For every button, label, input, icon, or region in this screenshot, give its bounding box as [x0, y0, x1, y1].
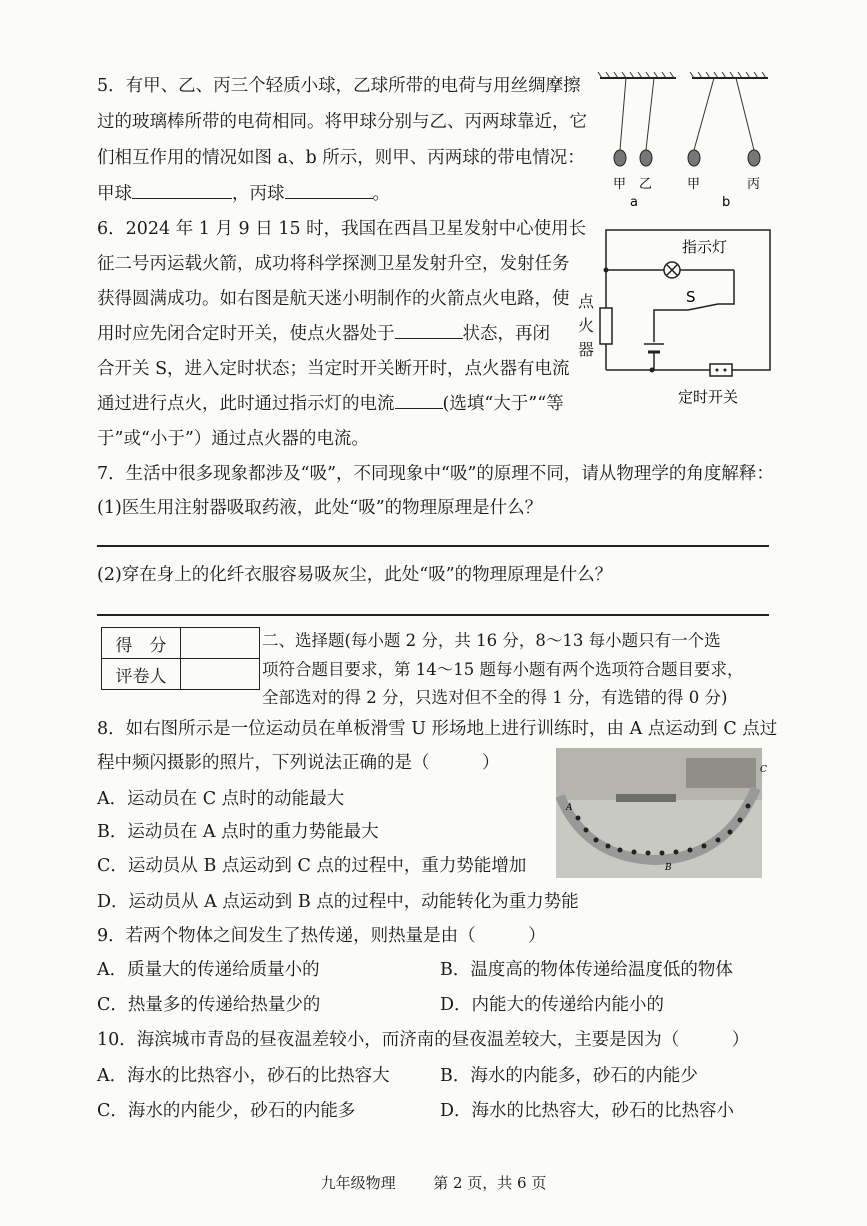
ball-yi — [640, 150, 652, 166]
q5-line-1: 5．有甲、乙、丙三个轻质小球，乙球所带的电荷与用丝绸摩擦 — [97, 76, 581, 96]
section2-line-3: 全部选对的得 2 分，只选对但不全的得 1 分，有选错的得 0 分) — [262, 688, 728, 707]
q6-line-6 — [97, 392, 564, 416]
q7-sub1: (1)医生用注射器吸取药液，此处“吸”的物理原理是什么？ — [97, 498, 543, 518]
page-footer — [0, 1172, 867, 1193]
ball-jia-a — [614, 150, 626, 166]
timer-switch-icon — [710, 364, 732, 376]
point-b-label: B — [665, 863, 672, 873]
q8-line-1: 8．如右图所示是一位运动员在单板滑雪 U 形场地上进行训练时，由 A 点运动到 C 点过 — [97, 719, 778, 739]
grader-label: 评卷人 — [102, 659, 181, 690]
q7-answer-line-1[interactable] — [97, 545, 769, 547]
q7-answer-line-2[interactable] — [97, 614, 769, 616]
point-a-label: A — [566, 803, 573, 813]
q10-option-d[interactable]: D．海水的比热容大，砂石的比热容小 — [440, 1101, 735, 1121]
q6-line-4a: 用时应先闭合定时开关，使点火器处于 — [97, 324, 395, 344]
score-cell[interactable] — [181, 628, 260, 659]
q9-option-c[interactable]: C．热量多的传递给热量少的 — [97, 995, 321, 1015]
q7-sub2: (2)穿在身上的化纤衣服容易吸灰尘，此处“吸”的物理原理是什么？ — [97, 565, 613, 585]
ball-jia-b — [688, 150, 700, 166]
timer-switch-label: 定时开关 — [678, 388, 739, 406]
q10-option-b[interactable]: B．海水的内能多，砂石的内能少 — [440, 1066, 698, 1086]
q10-option-a[interactable]: A．海水的比热容小，砂石的比热容大 — [97, 1066, 390, 1086]
caption-a: a — [630, 195, 638, 210]
q7-intro: 7．生活中很多现象都涉及“吸”，不同现象中“吸”的原理不同，请从物理学的角度解释： — [97, 464, 774, 484]
q9-stem: 9．若两个物体之间发生了热传递，则热量是由（ ） — [97, 926, 546, 946]
q6-line-6b: (选填“大于”“等 — [442, 394, 564, 414]
switch-s-label: S — [686, 288, 696, 306]
footer-page-number: 第 2 页，共 6 页 — [433, 1174, 547, 1192]
q8-option-a[interactable]: A．运动员在 C 点时的动能最大 — [97, 789, 345, 809]
caption-b: b — [722, 195, 731, 210]
q8-option-b[interactable]: B．运动员在 A 点时的重力势能最大 — [97, 822, 379, 842]
q9-option-d[interactable]: D．内能大的传递给内能小的 — [440, 995, 665, 1015]
q6-line-2: 征二号丙运载火箭，成功将科学探测卫星发射升空，发射任务 — [97, 254, 570, 274]
igniter-resistor-icon — [600, 308, 612, 344]
score-label: 得 分 — [102, 628, 181, 659]
grader-cell[interactable] — [181, 659, 260, 690]
q10-option-c[interactable]: C．海水的内能少，砂石的内能多 — [97, 1101, 356, 1121]
q6-blank-2[interactable] — [395, 408, 443, 409]
q8-option-c[interactable]: C．运动员从 B 点运动到 C 点的过程中，重力势能增加 — [97, 856, 527, 876]
footer-subject: 九年级物理 — [320, 1174, 396, 1192]
q5-blank-2[interactable] — [285, 198, 373, 199]
q6-line-1: 6．2024 年 1 月 9 日 15 时，我国在西昌卫星发射中心使用长 — [97, 219, 587, 239]
label-jia-b: 甲 — [687, 177, 701, 192]
q5-blank-1[interactable] — [132, 198, 232, 199]
q5-line-3: 们相互作用的情况如图 a、b 所示，则甲、丙两球的带电情况： — [97, 148, 585, 168]
point-c-label: C — [760, 765, 767, 775]
q6-line-4b: 状态，再闭 — [462, 324, 550, 344]
charged-balls-figure — [596, 70, 772, 210]
q5-answer-end: 。 — [372, 184, 390, 204]
label-yi: 乙 — [639, 177, 653, 192]
q9-option-b[interactable]: B．温度高的物体传递给温度低的物体 — [440, 960, 733, 980]
q6-blank-1[interactable] — [395, 338, 463, 339]
score-table — [101, 627, 260, 690]
q8-option-d[interactable]: D．运动员从 A 点运动到 B 点的过程中，动能转化为重力势能 — [97, 892, 579, 912]
q10-stem: 10．海滨城市青岛的昼夜温差较小，而济南的昼夜温差较大，主要是因为（ ） — [97, 1030, 750, 1050]
q9-option-a[interactable]: A．质量大的传递给质量小的 — [97, 960, 320, 980]
q6-line-7: 于”或“小于”）通过点火器的电流。 — [97, 429, 369, 449]
snowboard-halfpipe-photo — [556, 748, 768, 878]
ball-bing — [748, 150, 760, 166]
section2-line-1: 二、选择题(每小题 2 分，共 16 分，8～13 每小题只有一个选 — [262, 631, 721, 650]
ignition-circuit-figure — [574, 222, 774, 412]
q6-line-4 — [97, 322, 550, 346]
q5-line-2: 过的玻璃棒所带的电荷相同。将甲球分别与乙、丙两球靠近，它 — [97, 112, 587, 132]
q8-line-2: 程中频闪摄影的照片，下列说法正确的是（ ） — [97, 753, 500, 773]
label-bing: 丙 — [747, 177, 761, 192]
q5-answer-line — [97, 182, 390, 206]
section2-line-2: 项符合题目要求，第 14～15 题每小题有两个选项符合题目要求， — [262, 660, 744, 679]
q6-line-3: 获得圆满成功。如右图是航天迷小明制作的火箭点火电路，使 — [97, 289, 570, 309]
lamp-label: 指示灯 — [682, 238, 728, 256]
q6-line-5: 合开关 S，进入定时状态；当定时开关断开时，点火器有电流 — [97, 359, 570, 379]
igniter-label: 点火器 — [578, 292, 595, 359]
q5-answer-prefix: 甲球 — [97, 184, 132, 204]
label-jia-a: 甲 — [613, 177, 627, 192]
q6-line-6a: 通过进行点火，此时通过指示灯的电流 — [97, 394, 395, 414]
q5-answer-mid: ，丙球 — [232, 184, 285, 204]
